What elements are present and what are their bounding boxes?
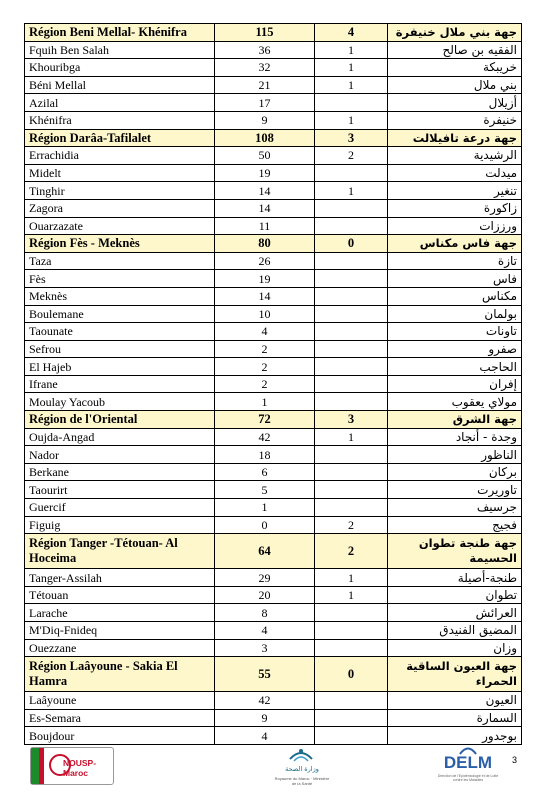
ministry-logo-french: Royaume du Maroc · Ministère de la Santé [274,776,330,786]
region-cases-table [24,23,522,745]
deaths-cell [315,446,388,464]
arabic-name-cell: العيون [388,692,522,710]
name-cell: Région Fès - Meknès [25,235,215,253]
name-cell: Larache [25,604,215,622]
name-cell: Nador [25,446,215,464]
cases-cell: 9 [215,111,315,129]
cases-cell: 14 [215,182,315,200]
city-row [25,252,522,270]
deaths-cell [315,323,388,341]
arabic-name-cell: وزان [388,639,522,657]
deaths-cell: 1 [315,586,388,604]
deaths-cell [315,622,388,640]
arabic-name-cell: الحاجب [388,358,522,376]
name-cell: Midelt [25,164,215,182]
cases-cell: 8 [215,604,315,622]
deaths-cell: 2 [315,516,388,534]
cases-cell: 72 [215,411,315,429]
arabic-name-cell: بولمان [388,305,522,323]
arabic-name-cell: الفقيه بن صالح [388,41,522,59]
cases-cell: 3 [215,639,315,657]
name-cell: Ouezzane [25,639,215,657]
cases-cell: 20 [215,586,315,604]
deaths-cell [315,727,388,745]
deaths-cell [315,199,388,217]
name-cell: Errachidia [25,147,215,165]
deaths-cell: 1 [315,111,388,129]
ministry-logo-arabic: وزارة الصحة [285,765,319,773]
city-row [25,76,522,94]
deaths-cell: 2 [315,147,388,165]
name-cell: Es-Semara [25,709,215,727]
arabic-name-cell: تنغير [388,182,522,200]
cases-cell: 42 [215,692,315,710]
name-cell: Zagora [25,199,215,217]
deaths-cell [315,340,388,358]
table-body [25,24,522,745]
deaths-cell: 2 [315,534,388,569]
delm-logo [436,745,500,785]
arabic-name-cell: المضيق الفنيدق [388,622,522,640]
region-row [25,24,522,42]
cases-cell: 17 [215,94,315,112]
name-cell: Khénifra [25,111,215,129]
deaths-cell: 3 [315,411,388,429]
arabic-name-cell: جهة طنجة تطوان الحسيمة [388,534,522,569]
arabic-name-cell: مولاي يعقوب [388,393,522,411]
arabic-name-cell: طنجة-أصيلة [388,569,522,587]
arabic-name-cell: تاوريرت [388,481,522,499]
name-cell: M'Diq-Fnideq [25,622,215,640]
deaths-cell [315,692,388,710]
name-cell: Berkane [25,463,215,481]
name-cell: Taounate [25,323,215,341]
city-row [25,164,522,182]
page-number: 3 [512,755,518,765]
deaths-cell [315,217,388,235]
deaths-cell: 1 [315,59,388,77]
name-cell: Oujda-Angad [25,428,215,446]
cases-cell: 5 [215,481,315,499]
name-cell: Fès [25,270,215,288]
region-row [25,657,522,692]
cases-cell: 115 [215,24,315,42]
name-cell: Fquih Ben Salah [25,41,215,59]
city-row [25,428,522,446]
name-cell: Figuig [25,516,215,534]
cases-cell: 21 [215,76,315,94]
arabic-name-cell: جهة الشرق [388,411,522,429]
deaths-cell [315,481,388,499]
deaths-cell: 1 [315,182,388,200]
deaths-cell: 3 [315,129,388,147]
nousp-logo-text: NOUSP-Maroc [63,758,97,778]
arabic-name-cell: جهة بني ملال خنيفرة [388,24,522,42]
deaths-cell [315,305,388,323]
city-row [25,569,522,587]
city-row [25,270,522,288]
cases-cell: 6 [215,463,315,481]
cases-cell: 50 [215,147,315,165]
name-cell: El Hajeb [25,358,215,376]
city-row [25,182,522,200]
arabic-name-cell: خنيفرة [388,111,522,129]
deaths-cell [315,499,388,517]
cases-cell: 55 [215,657,315,692]
delm-logo-text: DELM [443,753,493,772]
region-row [25,235,522,253]
region-row [25,534,522,569]
name-cell: Taourirt [25,481,215,499]
deaths-cell [315,639,388,657]
arabic-name-cell: وجدة - أنجاد [388,428,522,446]
name-cell: Sefrou [25,340,215,358]
cases-cell: 26 [215,252,315,270]
arabic-name-cell: تاونات [388,323,522,341]
city-row [25,340,522,358]
city-row [25,111,522,129]
city-row [25,393,522,411]
deaths-cell: 1 [315,428,388,446]
city-row [25,358,522,376]
name-cell: Béni Mellal [25,76,215,94]
delm-logo-subtitle: Direction de l'Epidémiologie et de Lutte contre les Maladies [437,774,499,782]
city-row [25,375,522,393]
deaths-cell [315,463,388,481]
city-row [25,692,522,710]
region-row [25,411,522,429]
cases-cell: 11 [215,217,315,235]
city-row [25,305,522,323]
name-cell: Tétouan [25,586,215,604]
city-row [25,499,522,517]
city-row [25,323,522,341]
arabic-name-cell: العرائش [388,604,522,622]
arabic-name-cell: ميدلت [388,164,522,182]
name-cell: Tanger-Assilah [25,569,215,587]
cases-cell: 19 [215,164,315,182]
deaths-cell: 0 [315,235,388,253]
deaths-cell [315,164,388,182]
deaths-cell [315,604,388,622]
cases-cell: 2 [215,358,315,376]
city-row [25,199,522,217]
deaths-cell [315,709,388,727]
name-cell: Azilal [25,94,215,112]
ministry-logo [272,745,332,785]
cases-cell: 0 [215,516,315,534]
city-row [25,481,522,499]
arabic-name-cell: إفران [388,375,522,393]
arabic-name-cell: جهة فاس مكناس [388,235,522,253]
arabic-name-cell: بركان [388,463,522,481]
cases-cell: 1 [215,393,315,411]
city-row [25,446,522,464]
deaths-cell [315,358,388,376]
deaths-cell: 1 [315,569,388,587]
name-cell: Région Laâyoune - Sakia El Hamra [25,657,215,692]
name-cell: Région Tanger -Tétouan- Al Hoceima [25,534,215,569]
name-cell: Ouarzazate [25,217,215,235]
city-row [25,287,522,305]
nousp-logo [30,747,114,785]
cases-cell: 4 [215,323,315,341]
cases-cell: 1 [215,499,315,517]
city-row [25,622,522,640]
arabic-name-cell: زاكورة [388,199,522,217]
region-row [25,129,522,147]
deaths-cell: 1 [315,41,388,59]
deaths-cell [315,393,388,411]
name-cell: Khouribga [25,59,215,77]
city-row [25,604,522,622]
arabic-name-cell: فجيج [388,516,522,534]
city-row [25,94,522,112]
arabic-name-cell: تطوان [388,586,522,604]
arabic-name-cell: جهة درعة تافيلالت [388,129,522,147]
cases-cell: 2 [215,375,315,393]
deaths-cell [315,375,388,393]
name-cell: Boujdour [25,727,215,745]
arabic-name-cell: مكناس [388,287,522,305]
cases-cell: 29 [215,569,315,587]
arabic-name-cell: جهة العيون الساقية الحمراء [388,657,522,692]
cases-cell: 64 [215,534,315,569]
arabic-name-cell: تازة [388,252,522,270]
city-row [25,586,522,604]
arabic-name-cell: الرشيدية [388,147,522,165]
cases-cell: 9 [215,709,315,727]
cases-cell: 2 [215,340,315,358]
cases-cell: 36 [215,41,315,59]
name-cell: Laâyoune [25,692,215,710]
arabic-name-cell: ورززات [388,217,522,235]
cases-cell: 108 [215,129,315,147]
cases-cell: 14 [215,199,315,217]
cases-cell: 18 [215,446,315,464]
cases-cell: 4 [215,727,315,745]
arabic-name-cell: بني ملال [388,76,522,94]
name-cell: Taza [25,252,215,270]
cases-cell: 4 [215,622,315,640]
name-cell: Guercif [25,499,215,517]
deaths-cell: 1 [315,76,388,94]
city-row [25,516,522,534]
name-cell: Ifrane [25,375,215,393]
city-row [25,709,522,727]
cases-cell: 10 [215,305,315,323]
deaths-cell [315,270,388,288]
name-cell: Boulemane [25,305,215,323]
cases-cell: 80 [215,235,315,253]
arabic-name-cell: جرسيف [388,499,522,517]
city-row [25,59,522,77]
ministry-emblem-icon [286,745,316,765]
cases-cell: 14 [215,287,315,305]
arabic-name-cell: السمارة [388,709,522,727]
city-row [25,639,522,657]
arabic-name-cell: فاس [388,270,522,288]
name-cell: Région de l'Oriental [25,411,215,429]
city-row [25,727,522,745]
deaths-cell: 4 [315,24,388,42]
deaths-cell: 0 [315,657,388,692]
name-cell: Région Beni Mellal- Khénifra [25,24,215,42]
deaths-cell [315,94,388,112]
deaths-cell [315,287,388,305]
name-cell: Région Darâa-Tafilalet [25,129,215,147]
deaths-cell [315,252,388,270]
arabic-name-cell: أزيلال [388,94,522,112]
cases-cell: 19 [215,270,315,288]
page-footer [0,745,538,795]
city-row [25,147,522,165]
city-row [25,41,522,59]
city-row [25,463,522,481]
name-cell: Moulay Yacoub [25,393,215,411]
name-cell: Tinghir [25,182,215,200]
arabic-name-cell: الناظور [388,446,522,464]
arabic-name-cell: صفرو [388,340,522,358]
city-row [25,217,522,235]
arabic-name-cell: بوجدور [388,727,522,745]
arabic-name-cell: خريبكة [388,59,522,77]
name-cell: Meknès [25,287,215,305]
cases-cell: 42 [215,428,315,446]
cases-cell: 32 [215,59,315,77]
